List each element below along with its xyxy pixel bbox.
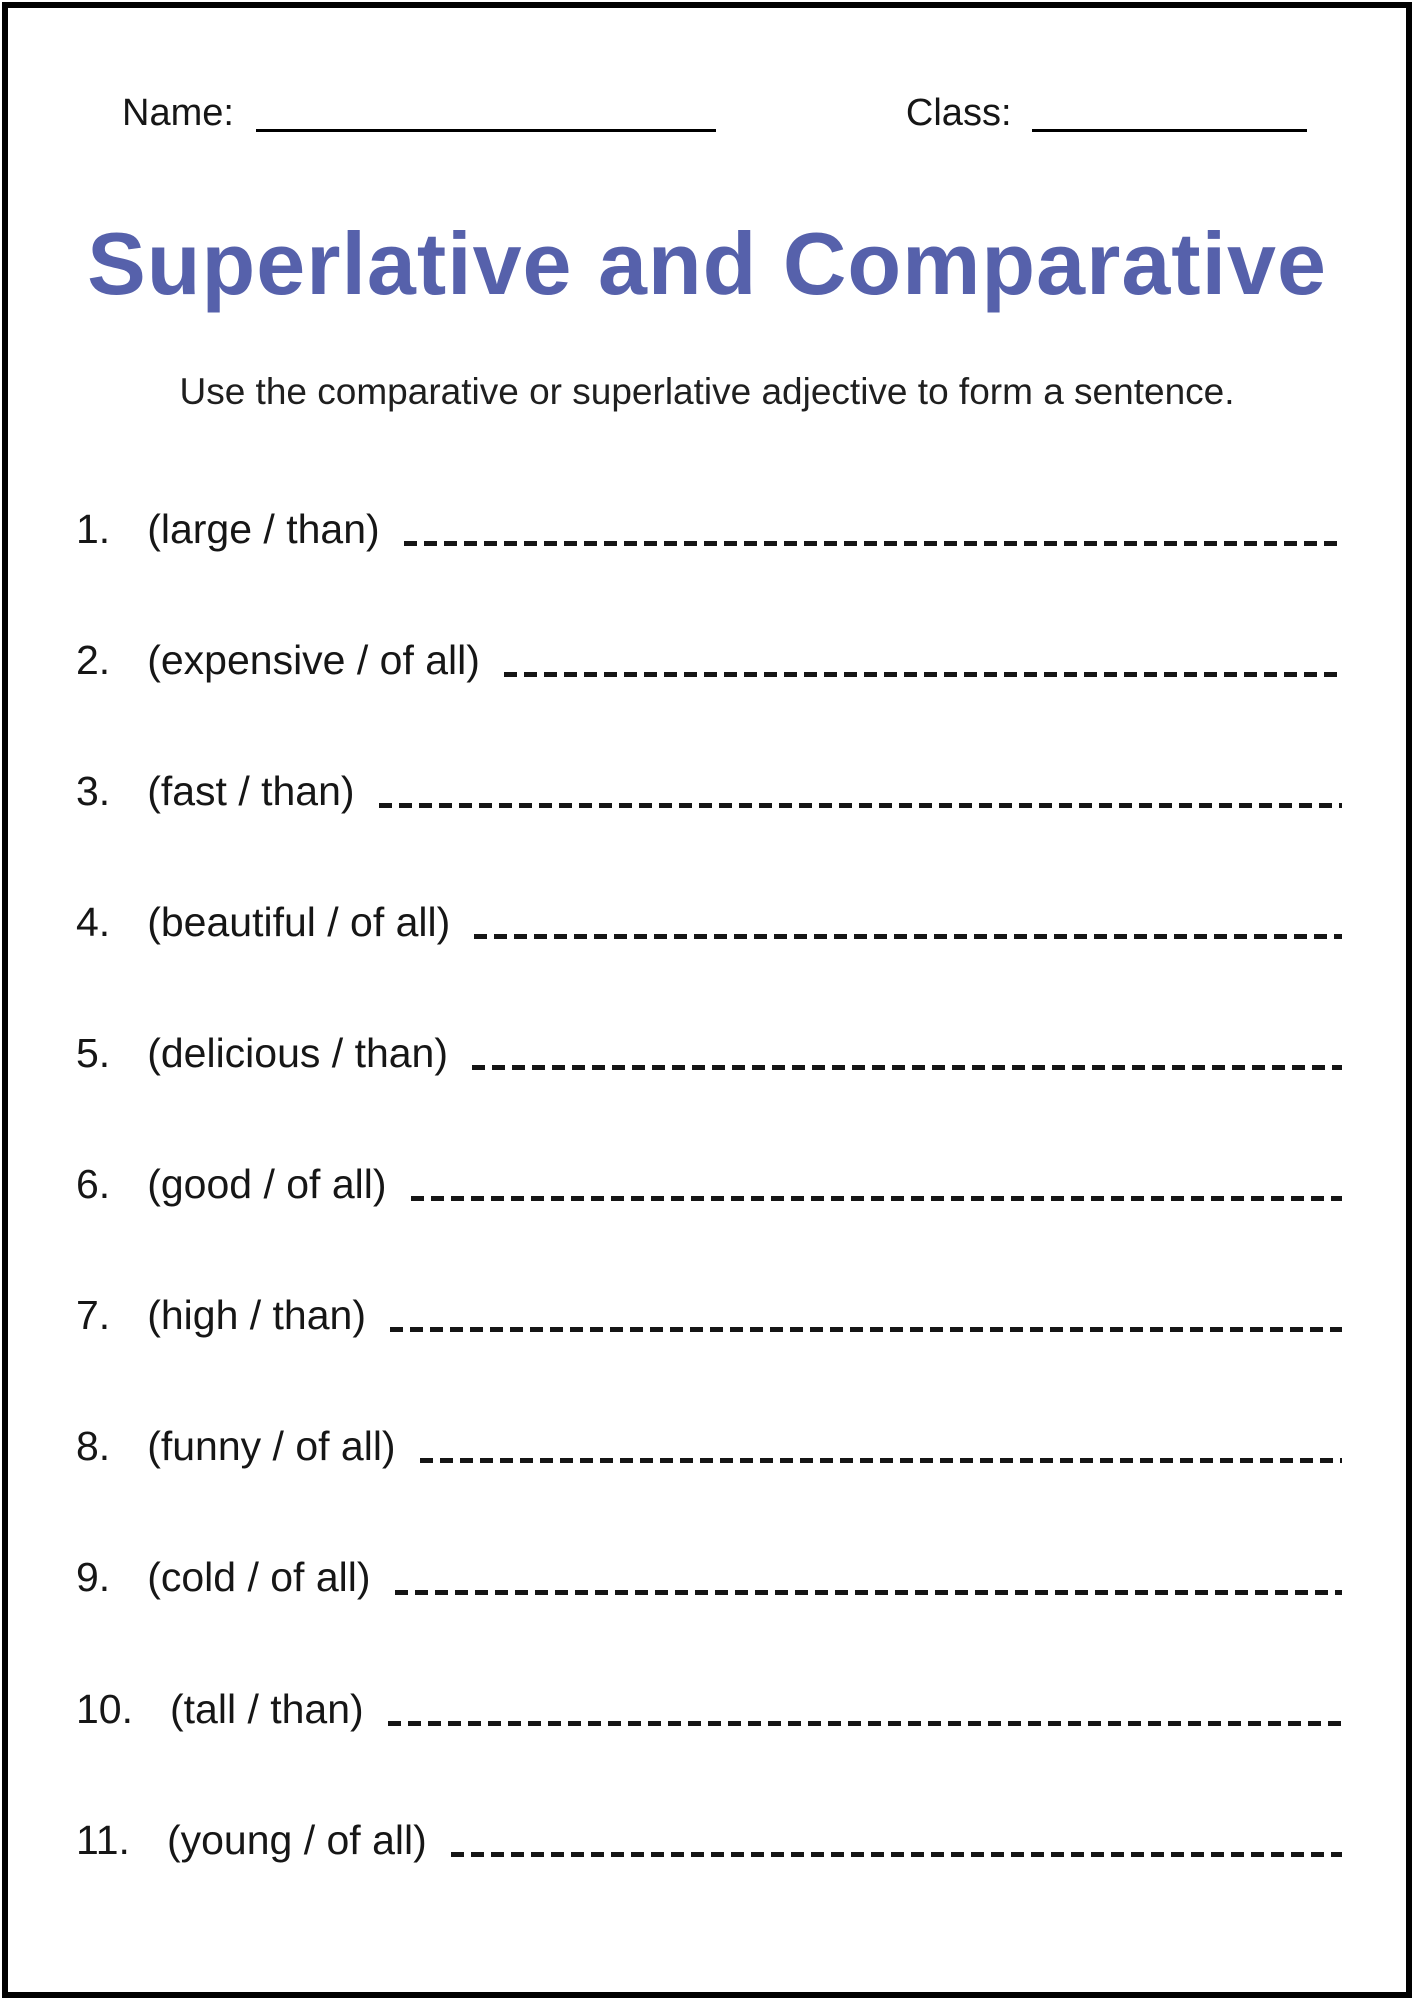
item-prompt: (large / than)	[147, 505, 380, 552]
items-list	[76, 507, 1342, 1863]
item-prompt: (cold / of all)	[147, 1554, 371, 1601]
item-number: 9.	[76, 1554, 111, 1601]
worksheet-item	[76, 507, 1342, 552]
worksheet-item	[76, 1162, 1342, 1207]
answer-line	[390, 1327, 1342, 1332]
name-write-line	[256, 129, 716, 132]
answer-line	[388, 1721, 1342, 1726]
item-number: 1.	[76, 505, 111, 552]
item-number: 8.	[76, 1423, 111, 1470]
worksheet-title: Superlative and Comparative	[87, 214, 1327, 313]
answer-line	[504, 672, 1342, 677]
name-label: Name:	[122, 92, 234, 134]
answer-line	[404, 541, 1342, 546]
worksheet-item	[76, 1293, 1342, 1338]
answer-line	[472, 1065, 1342, 1070]
item-prompt: (fast / than)	[147, 767, 355, 814]
item-prompt: (expensive / of all)	[147, 636, 480, 683]
answer-line	[379, 803, 1342, 808]
item-number: 3.	[76, 767, 111, 814]
answer-line	[411, 1196, 1343, 1201]
item-number: 2.	[76, 636, 111, 683]
worksheet-item	[76, 900, 1342, 945]
item-prompt: (high / than)	[147, 1292, 366, 1339]
item-number: 4.	[76, 898, 111, 945]
worksheet-item	[76, 1687, 1342, 1732]
worksheet-item	[76, 1818, 1342, 1863]
worksheet-page	[2, 2, 1412, 1998]
class-label: Class:	[905, 92, 1012, 134]
item-prompt: (delicious / than)	[147, 1030, 449, 1077]
item-prompt: (beautiful / of all)	[147, 898, 451, 945]
class-write-line	[1032, 129, 1307, 132]
item-prompt: (young / of all)	[166, 1816, 427, 1863]
answer-line	[395, 1590, 1342, 1595]
worksheet-item	[76, 1031, 1342, 1076]
item-number: 5.	[76, 1030, 111, 1077]
answer-line	[474, 934, 1342, 939]
item-number: 11.	[76, 1816, 130, 1863]
item-prompt: (tall / than)	[170, 1685, 364, 1732]
worksheet-item	[76, 1555, 1342, 1600]
worksheet-item	[76, 638, 1342, 683]
item-prompt: (good / of all)	[147, 1161, 387, 1208]
worksheet-item	[76, 1424, 1342, 1469]
header	[8, 8, 1406, 132]
instruction-text: Use the comparative or superlative adjective to form a sentence.	[179, 371, 1235, 412]
item-number: 10.	[76, 1685, 133, 1732]
item-prompt: (funny / of all)	[147, 1423, 396, 1470]
worksheet-item	[76, 769, 1342, 814]
item-number: 6.	[76, 1161, 111, 1208]
answer-line	[420, 1458, 1342, 1463]
answer-line	[451, 1852, 1342, 1857]
item-number: 7.	[76, 1292, 111, 1339]
